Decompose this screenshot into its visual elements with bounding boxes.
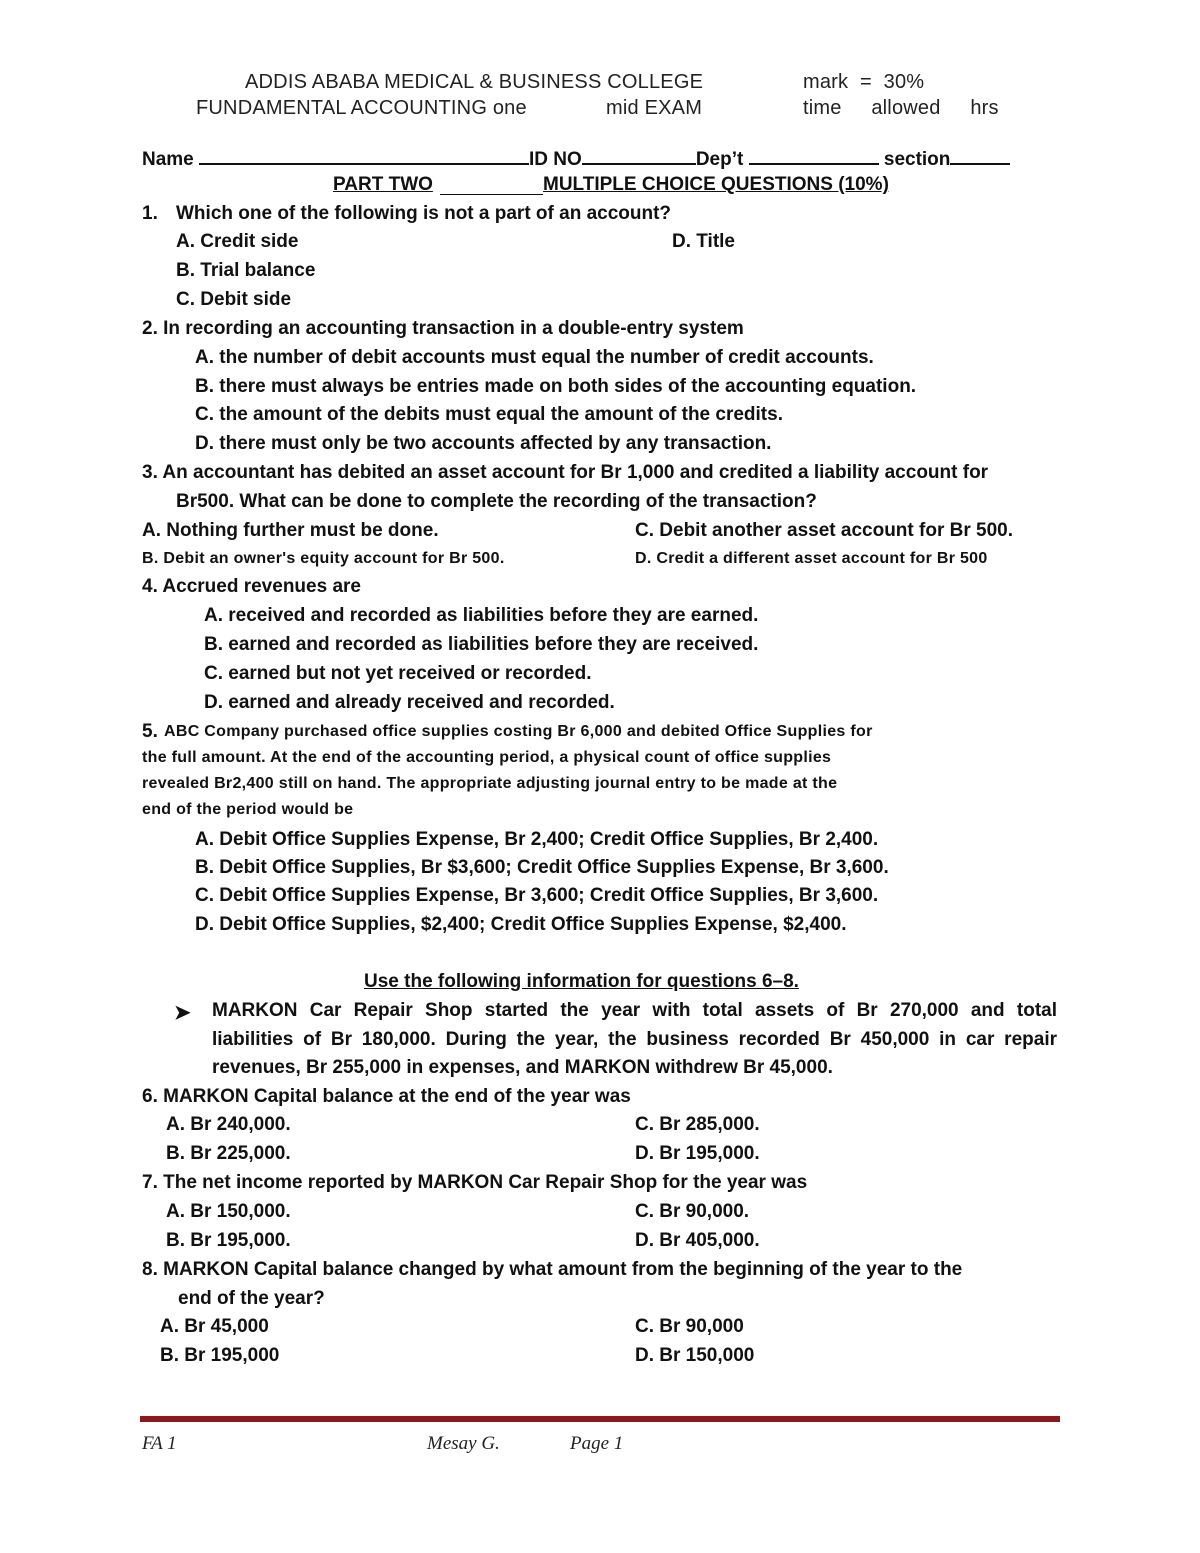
q4-option-c: C. earned but not yet received or recorded. <box>204 663 592 684</box>
q8-option-a: A. Br 45,000 <box>160 1316 269 1337</box>
question-1-number: 1. <box>142 203 158 224</box>
footer-page-number: Page 1 <box>570 1433 624 1454</box>
question-5-line-1: ABC Company purchased office supplies costing Br 6,000 and debited Office Supplies for <box>164 723 873 740</box>
q5-option-a: A. Debit Office Supplies Expense, Br 2,400; Credit Office Supplies, Br 2,400. <box>195 829 879 850</box>
question-8-line-1: 8. MARKON Capital balance changed by what amount from the beginning of the year to the <box>142 1259 963 1280</box>
footer-course: FA 1 <box>142 1433 177 1454</box>
q2-option-d: D. there must only be two accounts affected by any transaction. <box>195 433 772 454</box>
q7-option-a: A. Br 150,000. <box>166 1201 291 1222</box>
q7-option-c: C. Br 90,000. <box>635 1201 750 1222</box>
student-fields <box>142 145 1010 171</box>
q7-option-d: D. Br 405,000. <box>635 1230 760 1251</box>
q7-option-b: B. Br 195,000. <box>166 1230 291 1251</box>
bullet-arrow-icon: ➤ <box>174 1002 191 1024</box>
q4-option-d: D. earned and already received and recorded. <box>204 692 615 713</box>
q8-option-d: D. Br 150,000 <box>635 1345 755 1366</box>
info-line-2: liabilities of Br 180,000. During the year, the business recorded Br 450,000 in car repair <box>212 1029 1057 1050</box>
q6-option-c: C. Br 285,000. <box>635 1114 760 1135</box>
question-5-number: 5. <box>142 721 158 742</box>
q2-option-c: C. the amount of the debits must equal the amount of the credits. <box>195 404 783 425</box>
info-line-3: revenues, Br 255,000 in expenses, and MARKON withdrew Br 45,000. <box>212 1057 833 1078</box>
q8-option-c: C. Br 90,000 <box>635 1316 744 1337</box>
q6-option-b: B. Br 225,000. <box>166 1143 291 1164</box>
dept-label: Dep’t <box>695 149 744 170</box>
q5-option-c: C. Debit Office Supplies Expense, Br 3,600; Credit Office Supplies, Br 3,600. <box>195 885 879 906</box>
part-subtitle: MULTIPLE CHOICE QUESTIONS (10%) <box>543 174 889 195</box>
info-line-1: MARKON Car Repair Shop started the year with total assets of Br 270,000 and total <box>212 1000 1057 1021</box>
section-label: section <box>883 149 951 170</box>
q2-option-b: B. there must always be entries made on both sides of the accounting equation. <box>195 376 917 397</box>
q4-option-a: A. received and recorded as liabilities before they are earned. <box>204 605 759 626</box>
question-3-line-1: 3. An accountant has debited an asset account for Br 1,000 and credited a liability account for <box>142 462 989 483</box>
q1-option-a: A. Credit side <box>176 231 299 252</box>
q8-option-b: B. Br 195,000 <box>160 1345 280 1366</box>
question-1-text: Which one of the following is not a part of an account? <box>176 203 672 224</box>
q5-option-b: B. Debit Office Supplies, Br $3,600; Credit Office Supplies Expense, Br 3,600. <box>195 857 889 878</box>
dept-field[interactable] <box>749 145 879 165</box>
info-heading: Use the following information for questions 6–8. <box>364 971 799 992</box>
footer-rule <box>140 1416 1060 1422</box>
q3-option-b: B. Debit an owner's equity account for Br 500. <box>142 550 505 567</box>
question-5-line-2: the full amount. At the end of the accounting period, a physical count of office supplies <box>142 749 832 766</box>
college-name: ADDIS ABABA MEDICAL & BUSINESS COLLEGE <box>245 71 704 93</box>
question-7-text: 7. The net income reported by MARKON Car Repair Shop for the year was <box>142 1172 808 1193</box>
course-title: FUNDAMENTAL ACCOUNTING one <box>196 97 527 119</box>
question-6-text: 6. MARKON Capital balance at the end of the year was <box>142 1086 631 1107</box>
time-allowed: time allowed hrs <box>803 97 999 119</box>
question-3-line-2: Br500. What can be done to complete the recording of the transaction? <box>176 491 817 512</box>
question-2-text: 2. In recording an accounting transaction in a double-entry system <box>142 318 744 339</box>
q1-option-b: B. Trial balance <box>176 260 316 281</box>
q3-option-a: A. Nothing further must be done. <box>142 520 439 541</box>
question-8-line-2: end of the year? <box>178 1288 325 1309</box>
q3-option-c: C. Debit another asset account for Br 500. <box>635 520 1013 541</box>
part-title: PART TWO <box>333 174 433 195</box>
question-4-text: 4. Accrued revenues are <box>142 576 361 597</box>
section-field[interactable] <box>950 145 1010 165</box>
q2-option-a: A. the number of debit accounts must equal the number of credit accounts. <box>195 347 874 368</box>
id-label: ID NO <box>529 149 582 170</box>
id-field[interactable] <box>582 145 696 165</box>
mark-label: mark = 30% <box>803 71 925 93</box>
question-5-line-4: end of the period would be <box>142 801 354 818</box>
q5-option-d: D. Debit Office Supplies, $2,400; Credit Office Supplies Expense, $2,400. <box>195 914 847 935</box>
q1-option-c: C. Debit side <box>176 289 292 310</box>
q6-option-a: A. Br 240,000. <box>166 1114 291 1135</box>
footer-author: Mesay G. <box>427 1433 500 1454</box>
name-label: Name <box>142 149 194 170</box>
name-field[interactable] <box>199 145 529 165</box>
q1-option-d: D. Title <box>672 231 735 252</box>
question-5-line-3: revealed Br2,400 still on hand. The appropriate adjusting journal entry to be made at the <box>142 775 838 792</box>
q6-option-d: D. Br 195,000. <box>635 1143 760 1164</box>
part-heading-underline <box>440 194 543 195</box>
q3-option-d: D. Credit a different asset account for Br 500 <box>635 550 988 567</box>
q4-option-b: B. earned and recorded as liabilities before they are received. <box>204 634 759 655</box>
exam-type: mid EXAM <box>606 97 703 119</box>
